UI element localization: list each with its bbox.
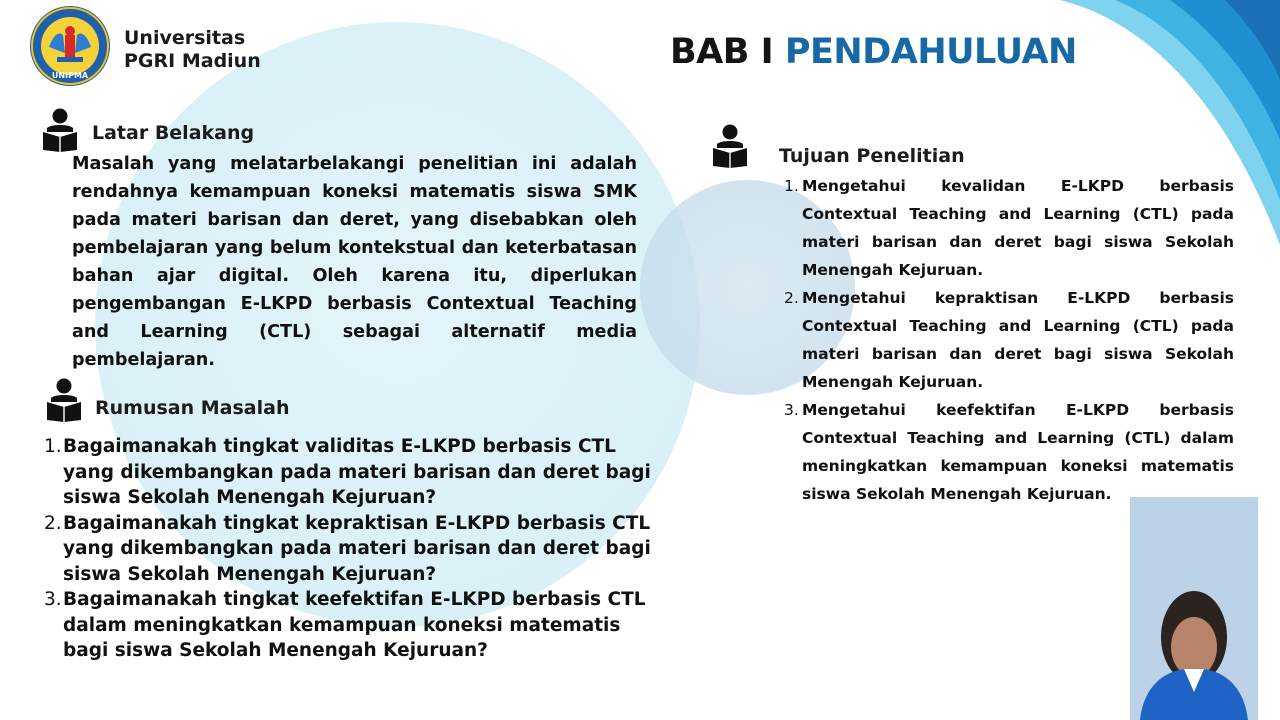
tujuan-penelitian-list	[784, 172, 1234, 508]
rumusan-masalah-heading: Rumusan Masalah	[95, 397, 290, 419]
university-name: Universitas PGRI Madiun	[124, 27, 261, 72]
list-item: 2. Bagaimanakah tingkat kepraktisan E-LKPD berbasis CTL yang dikembangkan pada materi barisan dan deret bagi siswa Sekolah Menengah Kejuruan?	[44, 512, 651, 585]
svg-text:UNIPMA: UNIPMA	[51, 71, 89, 80]
presenter-avatar	[1130, 497, 1258, 720]
person-reading-icon	[711, 124, 749, 168]
person-reading-icon	[45, 378, 83, 422]
title-chapter: BAB I	[670, 32, 774, 72]
latar-belakang-heading: Latar Belakang	[92, 122, 255, 144]
list-item: 3. Bagaimanakah tingkat keefektifan E-LKPD berbasis CTL dalam meningkatkan kemampuan koneksi matematis bagi siswa Sekolah Menengah Kejuruan?	[44, 589, 646, 661]
list-item: 1. Mengetahui kevalidan E-LKPD berbasis Contextual Teaching and Learning (CTL) pada materi barisan dan deret bagi siswa Sekolah Menengah Kejuruan.	[784, 177, 1234, 279]
tujuan-penelitian-heading: Tujuan Penelitian	[779, 145, 965, 167]
title-section: PENDAHULUAN	[784, 32, 1077, 72]
list-item: 3. Mengetahui keefektifan E-LKPD berbasis Contextual Teaching and Learning (CTL) dalam meningkatkan kemampuan koneksi matematis siswa Sekolah Menengah Kejuruan.	[784, 401, 1234, 503]
rumusan-masalah-list	[44, 434, 654, 664]
person-reading-icon	[41, 108, 79, 152]
latar-belakang-text: Masalah yang melatarbelakangi penelitian ini adalah rendahnya kemampuan koneksi matematis siswa SMK pada materi barisan dan deret, yang disebabkan oleh pembelajaran yang belum kontekstual dan keterbatasan bahan ajar digital. Oleh karena itu, diperlukan pengembangan E-LKPD berbasis Contextual Teaching and Learning (CTL) sebagai alternatif media pembelajaran.	[72, 154, 637, 370]
list-item: 2. Mengetahui kepraktisan E-LKPD berbasis Contextual Teaching and Learning (CTL) pada materi barisan dan deret bagi siswa Sekolah Menengah Kejuruan.	[784, 289, 1234, 391]
university-logo	[29, 5, 111, 87]
presenter-webcam	[1130, 497, 1258, 720]
list-item: 1. Bagaimanakah tingkat validitas E-LKPD berbasis CTL yang dikembangkan pada materi barisan dan deret bagi siswa Sekolah Menengah Kejuruan?	[44, 436, 651, 508]
page-title	[670, 32, 1077, 72]
